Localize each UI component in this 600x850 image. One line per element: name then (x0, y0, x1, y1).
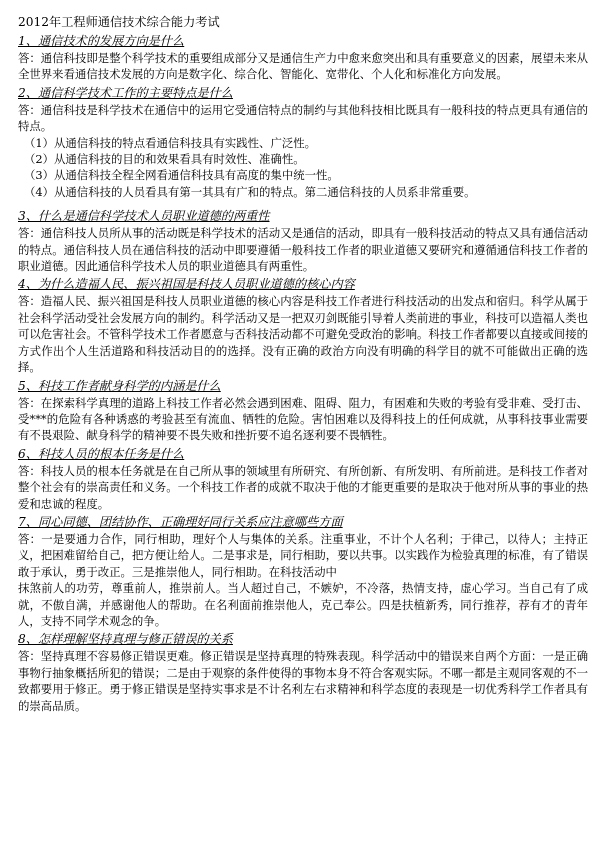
question-8: 8、怎样理解坚持真理与修正错误的关系 (18, 632, 233, 647)
section-1 (18, 33, 588, 83)
question-7: 7、同心同德、团结协作、正确理好同行关系应注意哪些方面 (18, 514, 343, 529)
question-1: 1、通信技术的发展方向是什么 (18, 34, 185, 48)
section-7 (18, 514, 588, 629)
answer-7: 答：一是要通力合作，同行相助，理好个人与集体的关系。注重事业，不计个人名利；于律己，以待人；主持正义，把困难留给自己，把方便让给人。二是事求是，同行相助，要以共事。以实践作为检验真理的标准，有了错误敢于承认，勇于改正。三是推崇他人，同行相助。在科技活动中 (18, 531, 588, 579)
answer-5: 答：在探索科学真理的道路上科技工作者必然会遇到困难、阻碍、阻力，有困难和失败的考验有受非难、受打击、受***的危险有各种诱惑的考验甚至有流血、牺牲的危险。害怕困难以及得科技上的任何成就，从事科技事业需要有不畏艰险、献身科学的精神要不畏失败和挫折要不追名逐利要不畏牺牲。 (18, 395, 588, 443)
section-2 (18, 85, 588, 200)
list-item: （1）从通信科技的特点看通信科技具有实践性、广泛性。 (24, 135, 317, 150)
answer-2: 答：通信科技是科学技术在通信中的运用它受通信特点的制约与其他科技相比既具有一般科技的特点更具有通信的特点。 (18, 102, 588, 134)
answer-3: 答：通信科技人员所从事的活动既是科学技术的活动又是通信的活动，即具有一般科技活动的特点又具有通信活动的特点。通信科技人员在通信科技的活动中即要遵循一般科技工作者的职业道德又要研究和遵循通信科技工作者的职业道德。因此通信科学技术人员的职业道德具有两重性。 (18, 226, 588, 274)
answer-8: 答：坚持真理不容易修正错误更难。修正错误是坚持真理的特殊表现。科学活动中的错误来自两个方面：一是正确事物行抽象概括所犯的错误；二是由于观察的条件使得的事物本身不符合客观实际。不哪一都是主观同客观的不一致都要用于修正。勇于修正错误是坚持实事求是不计名利左右求精神和科学态度的表现是一切优秀科学工作者具有的崇高品质。 (18, 649, 588, 713)
section-4 (18, 276, 588, 375)
question-3: 3、什么是通信科学技术人员职业道德的两重性 (18, 209, 270, 224)
answer-6: 答：科技人员的根本任务就是在自己所从事的领域里有所研究、有所创新、有所发明、有所前进。是科技工作者对整个社会有的崇高责任和义务。一个科技工作者的成就不取决于他的才能更重要的是取决于他对所从事的事业的热爱和忠诚的程度。 (18, 463, 588, 511)
question-2: 2、通信科学技术工作的主要特点是什么 (18, 85, 233, 100)
section-3 (18, 208, 588, 274)
question-4: 4、为什么造福人民、振兴祖国是科技人员职业道德的核心内容 (18, 277, 355, 292)
section-8 (18, 631, 588, 714)
answer-1: 答：通信科技即是整个科学技术的重要组成部分又是通信生产力中愈来愈突出和具有重要意义的因素，展望未来从全世界来看通信技术发展的方向是数字化、综合化、智能化、宽带化、个人化和标准化方向发展。 (18, 51, 588, 82)
question-6: 6、科技人员的根本任务是什么 (18, 446, 185, 461)
list-item: （4）从通信科技的人员看具有第一其具有广和的特点。第二通信科技的人员系非常重要。 (24, 184, 476, 199)
question-5: 5、科技工作者献身科学的内涵是什么 (18, 378, 221, 393)
list-item: （2）从通信科技的目的和效果看具有时效性、准确性。 (24, 152, 305, 167)
section-6 (18, 446, 588, 512)
section-5 (18, 378, 588, 444)
answer-4: 答：造福人民、振兴祖国是科技人员职业道德的核心内容是科技工作者进行科技活动的出发点和宿归。科学从属于社会科学活动受社会发展方向的制约。科学活动又是一把双刃剑既能引导着人类前进的事业，科技可以造福人类也可以危害社会。不管科学技术工作者愿意与否科技活动都不可避免受政治的影响。科技工作者都要以直接或间接的方式作出个人生活道路和科技活动目的的选择。没有正确的政治方向没有明确的科学目的就不可能做出正确的选择。 (18, 294, 588, 375)
answer-7-continued: 抹煞前人的功劳，尊重前人，推崇前人。当人超过自己，不嫉妒，不冷落，热情支持，虚心学习。当自己有了成就，不傲自满，并感谢他人的帮助。在名利面前推崇他人，克己奉公。四是扶植新秀，同行推荐，荐有才的青年人，支持不同学术观念的争。 (18, 581, 588, 628)
list-item: （3）从通信科技全程全网看通信科技具有高度的集中统一性。 (24, 168, 339, 183)
document-title: 2012年工程师通信技术综合能力考试 (18, 15, 220, 29)
document-page (18, 14, 588, 714)
